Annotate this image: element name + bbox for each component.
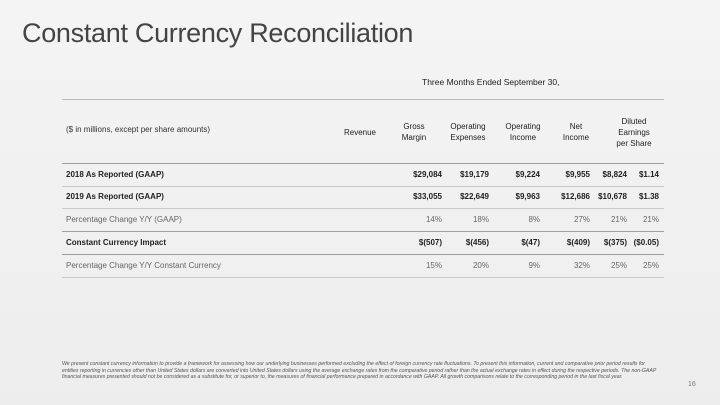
row-label: 2018 As Reported (GAAP) bbox=[66, 170, 164, 179]
col-header-operating-expenses: Operating Expenses bbox=[450, 122, 486, 142]
table-row bbox=[62, 209, 664, 232]
col-header-diluted-eps: Diluted Earnings per Share bbox=[616, 116, 652, 148]
cell-operating-expenses: 9% bbox=[528, 261, 540, 270]
table-row bbox=[62, 163, 664, 187]
table-row bbox=[62, 232, 664, 255]
cell-gross-margin: $22,649 bbox=[460, 192, 489, 201]
page-number: 16 bbox=[688, 381, 696, 388]
col-header-gross-margin: Gross Margin bbox=[401, 122, 427, 142]
cell-net-income: $10,678 bbox=[598, 192, 627, 201]
cell-diluted-eps: $1.38 bbox=[638, 192, 659, 201]
cell-gross-margin: $(456) bbox=[465, 238, 489, 247]
cell-operating-expenses: 8% bbox=[528, 215, 540, 224]
cell-net-income: 21% bbox=[610, 215, 627, 224]
cell-diluted-eps: $1.14 bbox=[638, 170, 659, 179]
cell-gross-margin: $19,179 bbox=[460, 170, 489, 179]
row-label: Percentage Change Y/Y (GAAP) bbox=[66, 215, 182, 224]
cell-operating-income: 27% bbox=[573, 215, 590, 224]
cell-net-income: $(375) bbox=[603, 238, 627, 247]
cell-gross-margin: 20% bbox=[472, 261, 489, 270]
cell-revenue: $(507) bbox=[418, 238, 442, 247]
cell-operating-expenses: $(47) bbox=[521, 238, 540, 247]
footnote: We present constant currency information to provide a framework for assessing how our underlying businesses performed excluding the effect of foreign currency rate fluctuations. To present this information, current and comparative prior period results for entities reporting in currencies other than United States dollars are converted into United States dollars using the average exchange rates from the comparative period rather than the actual exchange rates in effect during the respective periods. The non-GAAP financial measures presented should not be considered as a substitute for, or superior to, the measures of financial performance prepared in accordance with GAAP. All growth comparisons relate to the corresponding period in the last fiscal year. bbox=[62, 361, 657, 381]
page-title: Constant Currency Reconciliation bbox=[22, 18, 414, 48]
cell-operating-income: 32% bbox=[573, 261, 590, 270]
cell-operating-income: $12,686 bbox=[561, 192, 590, 201]
row-label: 2019 As Reported (GAAP) bbox=[66, 192, 164, 201]
cell-revenue: $33,055 bbox=[413, 192, 442, 201]
cell-diluted-eps: 21% bbox=[642, 215, 659, 224]
cell-operating-income: $(409) bbox=[566, 238, 590, 247]
cell-net-income: 25% bbox=[610, 261, 627, 270]
row-label: Constant Currency Impact bbox=[66, 238, 167, 247]
table-row bbox=[62, 186, 664, 209]
cell-net-income: $8,824 bbox=[602, 170, 627, 179]
cell-operating-income: $9,955 bbox=[565, 170, 590, 179]
cell-gross-margin: 18% bbox=[472, 215, 489, 224]
cell-operating-expenses: $9,224 bbox=[515, 170, 540, 179]
cell-diluted-eps: 25% bbox=[642, 261, 659, 270]
cell-operating-expenses: $9,963 bbox=[515, 192, 540, 201]
period-divider bbox=[62, 99, 664, 100]
table-row bbox=[62, 255, 664, 278]
table-header-label: ($ in millions, except per share amounts) bbox=[66, 125, 211, 134]
col-header-operating-income: Operating Income bbox=[505, 122, 541, 142]
cell-revenue: 15% bbox=[425, 261, 442, 270]
cell-revenue: 14% bbox=[425, 215, 442, 224]
col-header-net-income: Net Income bbox=[562, 122, 590, 142]
period-header: Three Months Ended September 30, bbox=[422, 77, 560, 87]
cell-revenue: $29,084 bbox=[413, 170, 442, 179]
row-label: Percentage Change Y/Y Constant Currency bbox=[66, 261, 221, 270]
cell-diluted-eps: ($0.05) bbox=[633, 238, 659, 247]
col-header-revenue: Revenue bbox=[343, 127, 377, 137]
